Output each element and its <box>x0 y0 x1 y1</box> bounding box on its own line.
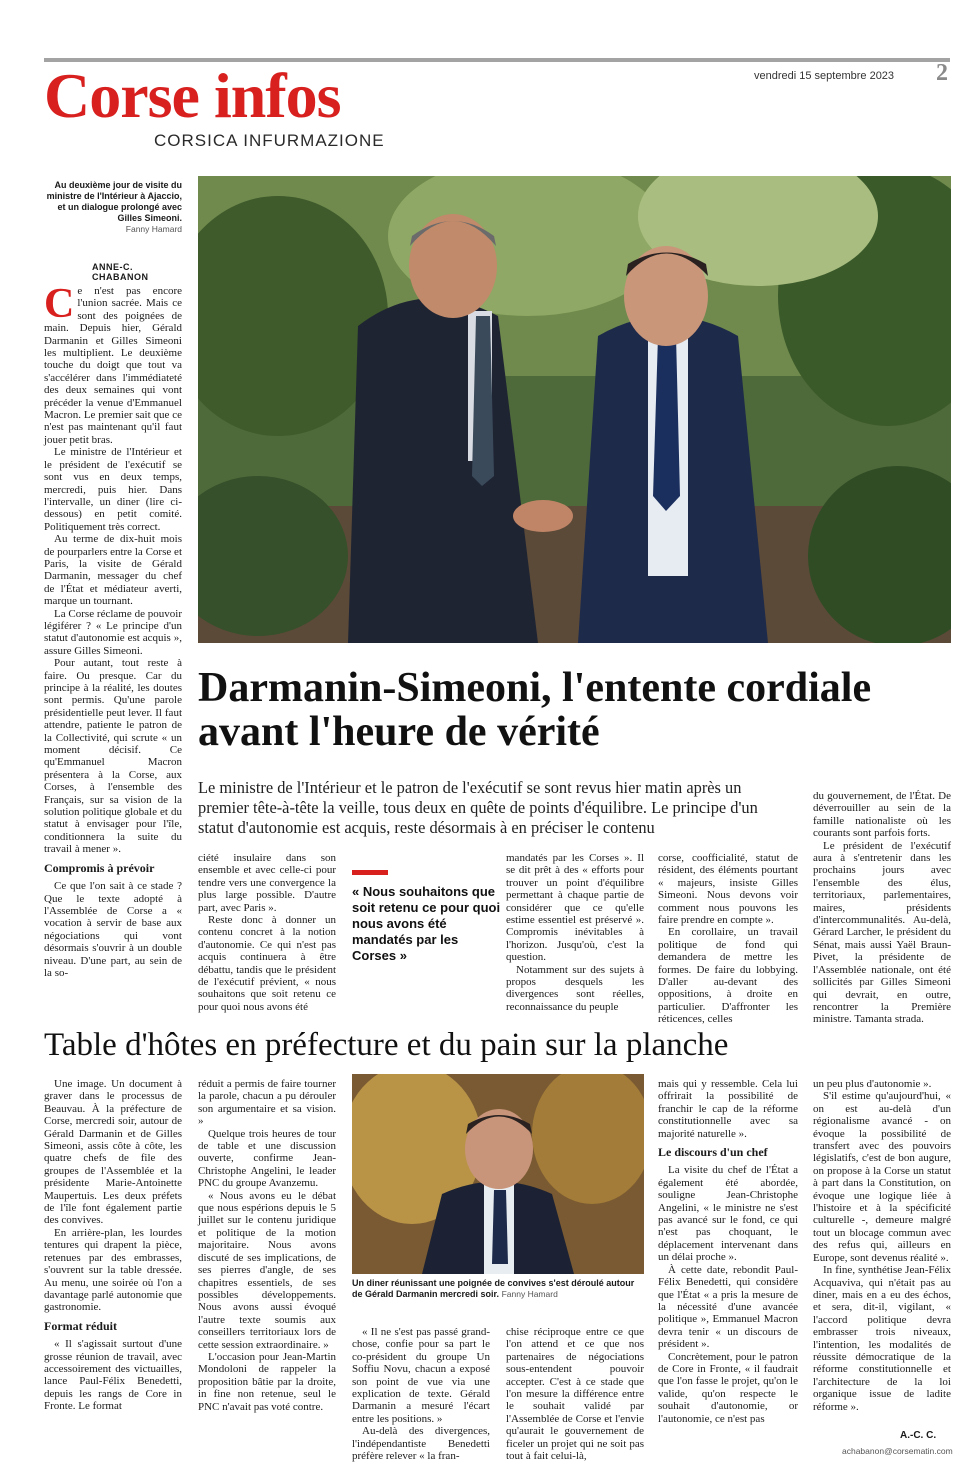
paragraph: du gouvernement, de l'État. De déverrouiller au sein de la famille nationaliste où les courants sont parfois forts. <box>813 790 951 840</box>
paragraph: L'occasion pour Jean-Martin Mondoloni de rappeler la proposition bâtie par la droite, in fine non retenue, seul le PNC n'avait pas voté contre. <box>198 1350 336 1413</box>
paragraph: corse, coofficialité, statut de résident, des éléments pourtant « majeurs, insiste Gilles Simeoni. Nous devons voir comment nous pouvons les faire prendre en compte ». <box>658 852 798 927</box>
issue-date: vendredi 15 septembre 2023 <box>754 70 895 82</box>
photo-credit: Fanny Hamard <box>125 224 182 234</box>
paragraph: S'il estime qu'aujourd'hui, « on est au-delà d'un régionalisme avancé - on évoque la possibilité de transfert avec des pouvoirs législatifs, c'est de bon augure, on propose à la Corse un statut à part dans la Constitution, on évoque une logique liée à l'histoire et à la spécificité culturelle -, demeure malgré tout un blocage commun avec des refus qui, ailleurs en Europe, sont devenus réalité ». <box>813 1090 951 1264</box>
paragraph: La visite du chef de l'État a également été abordée, souligne Jean-Christophe Angelini, « le ministre ne s'est pas avancé sur le fond, ce qui n'est pas choquant, le déplacement intervenant dans un délai proche ». <box>658 1164 798 1264</box>
paragraph: Quelque trois heures de tour de table et une discussion ouverte, confirme Jean-Christophe Angelini, le leader PNC du groupe Avanzemu. <box>198 1127 336 1190</box>
paragraph: Ce que l'on sait à ce stade ? Que le texte adopté à l'Assemblée de Corse a « vocation à servir de base aux négociations qui vont désormais s'ouvrir à un double niveau. D'une part, au sein de la so- <box>44 880 182 979</box>
paragraph: « Il s'agissait surtout d'une grosse réunion de travail, avec accessoirement des victuailles, lance Paul-Félix Benedetti, depuis les rangs de Core in Fronte. Le format <box>44 1338 182 1413</box>
paragraph: Pour autant, tout reste à faire. Ou presque. Car du principe à la réalité, les doutes sont permis. Qu'une parole présidentielle peut lever. Il faut attendre, patiente le patron de la Collectivité, qui scrute « un moment décisif. Ce qu'Emmanuel Macron présentera à la Corse, aux Corses, à l'ensemble des Français, sur sa vision de la solution politique globale et du statut à envisager pour l'île, conditionnera la suite du travail à mener ». <box>44 657 182 856</box>
paragraph: « Nous avons eu le débat que nous espérions depuis le 5 juillet sur le contenu juridique et politique de la motion majoritaire. Nous avons discuté de ses implications, de ses pierres d'angle, de ses chapitres essentiels, de ses possibles développements. Nous avons aussi évoqué l'autre texte soumis aux conseillers territoriaux lors de cette session extraordinaire. » <box>198 1189 336 1351</box>
subheading: Compromis à prévoir <box>44 860 155 875</box>
article1-chapo: Le ministre de l'Intérieur et le patron de l'exécutif se sont revus hier matin après un premier tête-à-tête la veille, tous deux en quête de points d'équilibre. Le principe d'un statut d'autonomie est acquis, reste désormais à en préciser le contenu <box>198 778 758 837</box>
paragraph: Le ministre de l'Intérieur et le président de l'exécutif se sont vus en deux temps, mercredi, puis hier. Dans l'intervalle, un diner (lire ci-dessous) en petit comité. Politiquement très correct. <box>44 446 182 533</box>
article1-column-2 <box>198 852 336 1013</box>
paragraph: Concrètement, pour le patron de Core in Fronte, « il faudrait que l'on fasse le projet, qu'on le valide, qu'on respecte le souhait d'autonomie, or l'autonomie, ce n'est pas <box>658 1350 798 1425</box>
article2-column-2 <box>198 1078 336 1413</box>
paragraph: La Corse réclame de pouvoir légiférer ? « Le principe d'un statut d'autonomie est acquis », assure Gilles Simeoni. <box>44 607 182 657</box>
paragraph: ciété insulaire dans son ensemble et avec celle-ci pour tendre vers une convergence la plus large possible. D'autre part, avec Paris ». <box>198 852 336 914</box>
paragraph: mandatés par les Corses ». Il se dit prêt à des « efforts pour trouver un point d'équilibre permettant à chaque partie de considérer que ce qu'elle estime essentiel est préservé ». Compromis inévitables à l'horizon. Jusqu'où, c'est la question. <box>506 852 644 964</box>
page-number: 2 <box>936 60 948 86</box>
article1-headline: Darmanin-Simeoni, l'entente cordiale avant l'heure de vérité <box>198 665 872 755</box>
paragraph: mais qui y ressemble. Cela lui offrirait la possibilité de franchir le cap de la réforme constitutionnelle avec sa majorité naturelle ». <box>658 1078 798 1140</box>
paragraph: réduit a permis de faire tourner la parole, chacun a pu dérouler son argumentaire et sa vision. » <box>198 1078 336 1128</box>
paragraph: Au terme de dix-huit mois de pourparlers entre la Corse et Paris, la visite de Gérald Darmanin, messager du chef de l'État et médiateur averti, marque un tournant. <box>44 533 182 608</box>
author-email[interactable]: achabanon@corsematin.com <box>842 1446 953 1456</box>
pullquote: « Nous souhaitons que soit retenu ce pour quoi nous avons été mandatés par les Corses » <box>352 884 501 963</box>
brand-subtitle: CORSICA INFURMAZIONE <box>154 131 385 150</box>
paragraph: En corollaire, un travail politique de fond qui demandera de mettre les formes. De faire du lobbying. D'aller au-devant des oppositions, à droite en particulier. D'affronter les réticences, celles <box>658 926 798 1026</box>
paragraph: Reste donc à donner un contenu concret à la notion d'autonomie. Ce qui n'est pas acquis continuera à être débattu, tandis que le président de l'exécutif prévient, « nous souhaitons que soit retenu ce pour quoi nous avons été <box>198 914 336 1013</box>
dropcap: C <box>44 281 75 327</box>
paragraph: Notamment sur des sujets à propos desquels les divergences sont réelles, reconnaissance du peuple <box>506 963 644 1013</box>
subheading: Le discours d'un chef <box>658 1145 768 1160</box>
paragraph: un peu plus d'autonomie ». <box>813 1078 932 1090</box>
paragraph: En arrière-plan, les lourdes tentures qui drapent la pièce, retenues par des embrasses, s'ouvrent sur la table dressée. Au menu, une soirée où l'on a davantage parlé autonomie que gastronomie. <box>44 1226 182 1314</box>
paragraph: « Il ne s'est pas passé grand-chose, confie pour sa part le co-président du groupe Un Soffiu Novu, chacun a exposé son point de vue via une explication de texte. Gérald Darmanin a mesuré l'écart entre les positions. » <box>352 1326 490 1425</box>
main-photo <box>198 176 951 643</box>
byline: ANNE-C. CHABANON <box>92 262 149 282</box>
article2-headline: Table d'hôtes en préfecture et du pain sur la planche <box>44 1027 729 1063</box>
article2-column-6 <box>813 1078 951 1413</box>
paragraph: Une image. Un document à graver dans le processus de Beauvau. À la préfecture de Corse, mercredi soir, autour de Gérald Darmanin et de Gilles Simeoni, assis côte à côte, les quatre chefs de file des groupes de l'Assemblée et la présidente Marie-Antoinette Maupertuis. Les deux préfets de l'île font également partie des convives. <box>44 1078 182 1227</box>
dinner-caption-text: Un diner réunissant une poignée de convives s'est déroulé autour de Gérald Darmanin mercredi soir. <box>352 1278 635 1299</box>
article2-column-3 <box>352 1326 490 1462</box>
paragraph: chise réciproque entre ce que l'on attend et ce que nos partenaires de négociations sous-entendent pouvoir accepter. C'est à ce stade que l'on mesure la différence entre le souhait validé par l'Assemblée de Corse et l'envie qu'aurait le gouvernement de ficeler un projet qui ne soit pas tout à fait celui-là, <box>506 1326 644 1463</box>
pullquote-rule <box>352 870 388 875</box>
paragraph: Au-delà des divergences, l'indépendantiste Benedetti préfère relever « la fran- <box>352 1425 490 1463</box>
paragraph: In fine, synthétise Jean-Félix Acquaviva, qui n'était pas au diner, mais en a eu des échos, et sera, dit-il, vigilant, « l'accord politique devra embrasser trois niveaux, l'intention, les modalités de réussite démocratique de la réforme constitutionnelle et l'architecture de la loi organique issue de ladite réforme ». <box>813 1264 951 1413</box>
article2-column-1 <box>44 1078 182 1413</box>
subheading: Format réduit <box>44 1318 117 1333</box>
article1-column-3 <box>506 852 644 1013</box>
paragraph: e n'est pas encore l'union sacrée. Mais ce sont des poignées de main. Depuis hier, Gérald Darmanin et Gilles Simeoni les multiplient. Le deuxième touche du doigt que tout va s'accélérer dans l'immédiateté des deux semaines qui vont précéder la venue d'Emmanuel Macron. Le premier sait que ce n'est pas maintenant qu'il faut jouer petit bras. <box>44 285 182 446</box>
article1-column-1 <box>44 281 182 979</box>
dinner-photo-credit: Fanny Hamard <box>501 1289 558 1299</box>
author-signature: A.-C. C. <box>900 1430 937 1441</box>
dinner-photo-caption <box>352 1278 644 1300</box>
photo-caption <box>44 180 182 235</box>
article2-column-4 <box>506 1326 644 1462</box>
article1-column-4 <box>658 852 798 1026</box>
article1-column-5 <box>813 790 951 1026</box>
dinner-photo <box>352 1074 644 1274</box>
paragraph: Le président de l'exécutif aura à s'entretenir dans les prochains jours avec l'ensemble des élus, territoriaux, parlementaires, maires, présidents d'intercommunalités. Au-delà, Gérard Larcher, le président du Sénat, mais aussi Yaël Braun-Pivet, la présidente de l'Assemblée nationale, ont été sollicités par Gilles Simeoni qui devrait, en outre, rencontrer la Première ministre. Tamanta strada. <box>813 839 951 1026</box>
brand-title: Corse infos <box>44 60 341 131</box>
paragraph: À cette date, rebondit Paul-Félix Benedetti, qui considère que l'État « a pris la mesure de la nécessité d'une avancée politique », Emmanuel Macron devra tenir « un discours de président ». <box>658 1263 798 1351</box>
article2-column-5 <box>658 1078 798 1425</box>
photo-caption-text: Au deuxième jour de visite du ministre de l'Intérieur à Ajaccio, et un dialogue prolongé avec Gilles Simeoni. <box>46 180 182 223</box>
